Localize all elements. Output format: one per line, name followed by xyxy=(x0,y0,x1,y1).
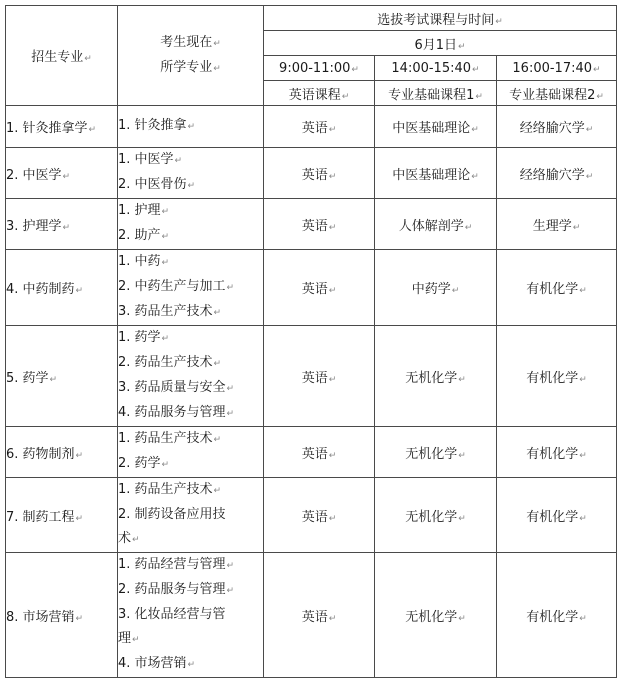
table-row xyxy=(6,106,617,148)
study-cell: 1. 药品经营与管理↵ 2. 药品服务与管理↵ 3. 化妆品经营与管 理↵ 4. 市场营销↵ xyxy=(118,553,264,678)
major-cell: 4. 中药制药↵ xyxy=(6,250,118,326)
header-major: 招生专业↵ xyxy=(6,6,118,106)
course-cell: 英语↵ xyxy=(264,106,375,148)
time-slot-1: 9:00-11:00↵ xyxy=(264,56,375,81)
course-type-3: 专业基础课程2↵ xyxy=(497,81,617,106)
course-type-1: 英语课程↵ xyxy=(264,81,375,106)
course-cell: 无机化学↵ xyxy=(375,478,497,553)
course-cell: 英语↵ xyxy=(264,250,375,326)
major-cell: 6. 药物制剂↵ xyxy=(6,427,118,478)
study-cell: 1. 药学↵ 2. 药品生产技术↵ 3. 药品质量与安全↵ 4. 药品服务与管理↵ xyxy=(118,326,264,427)
course-cell: 英语↵ xyxy=(264,427,375,478)
course-cell: 有机化学↵ xyxy=(497,427,617,478)
major-cell: 1. 针灸推拿学↵ xyxy=(6,106,118,148)
course-cell: 经络腧穴学↵ xyxy=(497,106,617,148)
major-cell: 3. 护理学↵ xyxy=(6,199,118,250)
study-cell: 1. 药品生产技术↵ 2. 制药设备应用技 术↵ xyxy=(118,478,264,553)
header-exam-title: 选拔考试课程与时间↵ xyxy=(264,6,617,31)
course-cell: 英语↵ xyxy=(264,199,375,250)
course-cell: 生理学↵ xyxy=(497,199,617,250)
course-cell: 经络腧穴学↵ xyxy=(497,148,617,199)
course-cell: 英语↵ xyxy=(264,148,375,199)
course-cell: 有机化学↵ xyxy=(497,250,617,326)
course-cell: 人体解剖学↵ xyxy=(375,199,497,250)
course-cell: 有机化学↵ xyxy=(497,478,617,553)
course-cell: 中医基础理论↵ xyxy=(375,148,497,199)
study-cell: 1. 护理↵ 2. 助产↵ xyxy=(118,199,264,250)
course-cell: 无机化学↵ xyxy=(375,326,497,427)
time-slot-3: 16:00-17:40↵ xyxy=(497,56,617,81)
study-cell: 1. 中医学↵ 2. 中医骨伤↵ xyxy=(118,148,264,199)
course-cell: 英语↵ xyxy=(264,478,375,553)
major-cell: 7. 制药工程↵ xyxy=(6,478,118,553)
study-cell: 1. 药品生产技术↵ 2. 药学↵ xyxy=(118,427,264,478)
course-cell: 无机化学↵ xyxy=(375,427,497,478)
course-cell: 有机化学↵ xyxy=(497,553,617,678)
course-type-2: 专业基础课程1↵ xyxy=(375,81,497,106)
exam-schedule-table xyxy=(5,5,617,678)
course-cell: 无机化学↵ xyxy=(375,553,497,678)
table-row xyxy=(6,478,617,553)
major-cell: 2. 中医学↵ xyxy=(6,148,118,199)
header-current-study: 考生现在↵ 所学专业↵ xyxy=(118,6,264,106)
course-cell: 英语↵ xyxy=(264,553,375,678)
course-cell: 中医基础理论↵ xyxy=(375,106,497,148)
time-slot-2: 14:00-15:40↵ xyxy=(375,56,497,81)
header-exam-date: 6月1日↵ xyxy=(264,31,617,56)
table-row xyxy=(6,148,617,199)
major-cell: 5. 药学↵ xyxy=(6,326,118,427)
course-cell: 有机化学↵ xyxy=(497,326,617,427)
table-row xyxy=(6,199,617,250)
course-cell: 英语↵ xyxy=(264,326,375,427)
table-row xyxy=(6,553,617,678)
study-cell: 1. 针灸推拿↵ xyxy=(118,106,264,148)
major-cell: 8. 市场营销↵ xyxy=(6,553,118,678)
header-row-1 xyxy=(6,6,617,31)
course-cell: 中药学↵ xyxy=(375,250,497,326)
table-row xyxy=(6,427,617,478)
table-row xyxy=(6,250,617,326)
table-row xyxy=(6,326,617,427)
study-cell: 1. 中药↵ 2. 中药生产与加工↵ 3. 药品生产技术↵ xyxy=(118,250,264,326)
